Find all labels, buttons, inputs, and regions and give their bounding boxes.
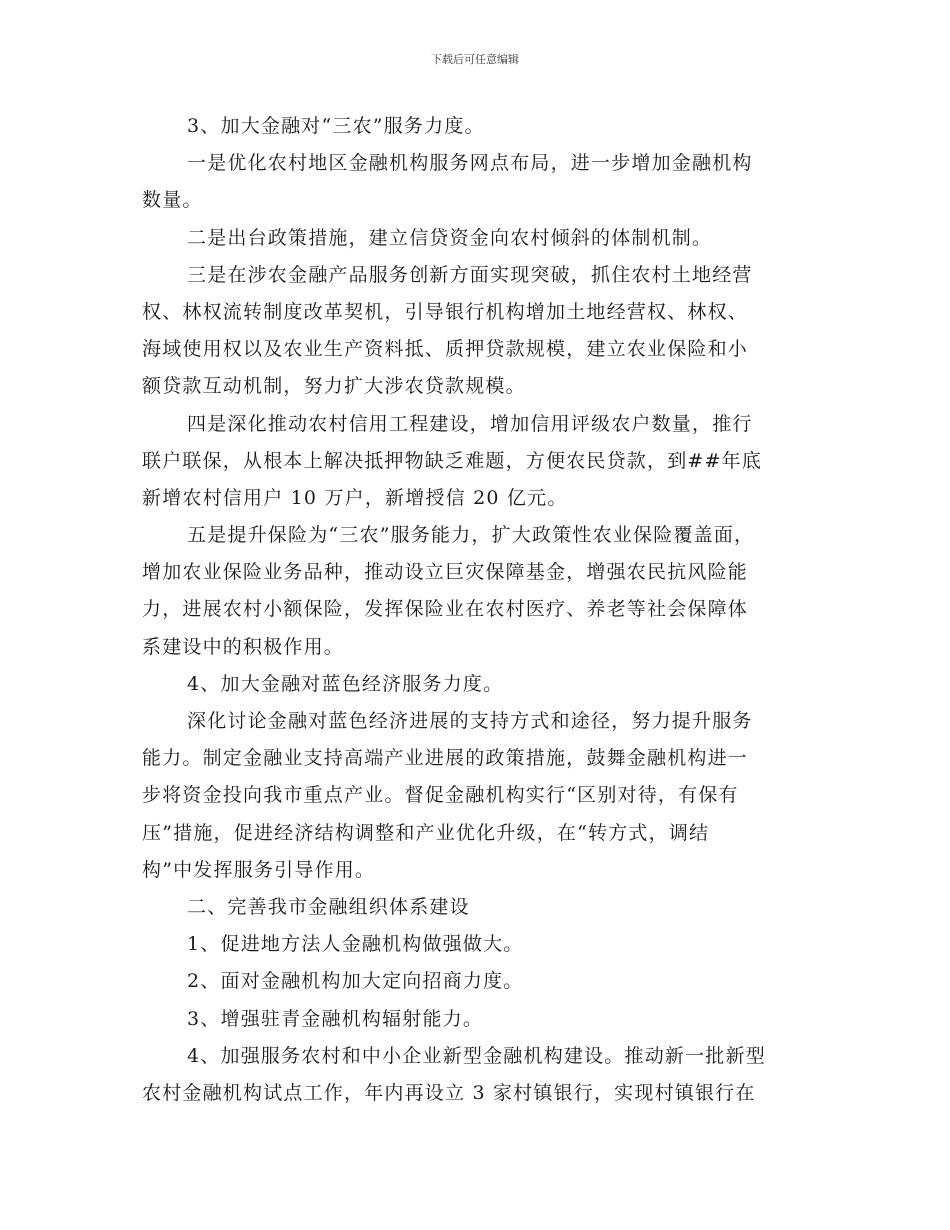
text-line: 压”措施，促进经济结构调整和产业优化升级，在“转方式，调结 <box>142 821 710 844</box>
text-line: 新增农村信用户 10 万户，新增授信 20 亿元。 <box>142 486 568 509</box>
text-line: 步将资金投向我市重点产业。督促金融机构实行“区别对待，有保有 <box>142 784 739 807</box>
text-line: 构”中发挥服务引导作用。 <box>142 858 376 881</box>
text-line: 农村金融机构试点工作，年内再设立 3 家村镇银行，实现村镇银行在 <box>142 1081 756 1104</box>
text-line: 额贷款互动机制，努力扩大涉农贷款规模。 <box>142 375 526 398</box>
text-line: 权、林权流转制度改革契机，引导银行机构增加土地经营权、林权、 <box>142 300 749 323</box>
text-line: 深化讨论金融对蓝色经济进展的支持方式和途径，努力提升服务 <box>187 710 753 732</box>
text-line: 1、促进地方法人金融机构做强做大。 <box>187 933 524 956</box>
text-line: 二是出台政策措施，建立信贷资金向农村倾斜的体制机制。 <box>187 226 713 249</box>
text-line: 3、增强驻青金融机构辐射能力。 <box>187 1007 484 1030</box>
page-header: 下载后可任意编辑 <box>431 53 519 66</box>
text-line: 海域使用权以及农业生产资料抵、质押贷款规模，建立农业保险和小 <box>142 338 749 361</box>
text-line: 三是在涉农金融产品服务创新方面实现突破，抓住农村土地经营 <box>187 263 753 286</box>
document-body <box>142 108 806 1112</box>
text-line: 4、加强服务农村和中小企业新型金融机构建设。推动新一批新型 <box>187 1044 766 1067</box>
text-line: 力，进展农村小额保险，发挥保险业在农村医疗、养老等社会保障体 <box>142 598 749 621</box>
text-line: 4、加大金融对蓝色经济服务力度。 <box>187 672 504 695</box>
text-line: 四是深化推动农村信用工程建设，增加信用评级农户数量，推行 <box>187 412 753 435</box>
text-line: 系建设中的积极作用。 <box>142 635 345 658</box>
text-line: 增加农业保险业务品种，推动设立巨灾保障基金，增强农民抗风险能 <box>142 561 749 584</box>
text-line: 一是优化农村地区金融机构服务网点布局，进一步增加金融机构 <box>187 152 753 175</box>
text-line: 二、完善我市金融组织体系建设 <box>187 895 470 918</box>
text-line: 联户联保，从根本上解决抵押物缺乏难题，方便农民贷款，到##年底 <box>142 449 763 472</box>
text-line: 能力。制定金融业支持高端产业进展的政策措施，鼓舞金融机构进一 <box>142 747 749 770</box>
text-line: 数量。 <box>142 189 203 212</box>
text-line: 3、加大金融对“三农”服务力度。 <box>187 115 485 137</box>
text-line: 五是提升保险为“三农”服务能力，扩大政策性农业保险覆盖面， <box>187 524 755 547</box>
text-line: 2、面对金融机构加大定向招商力度。 <box>187 970 524 993</box>
